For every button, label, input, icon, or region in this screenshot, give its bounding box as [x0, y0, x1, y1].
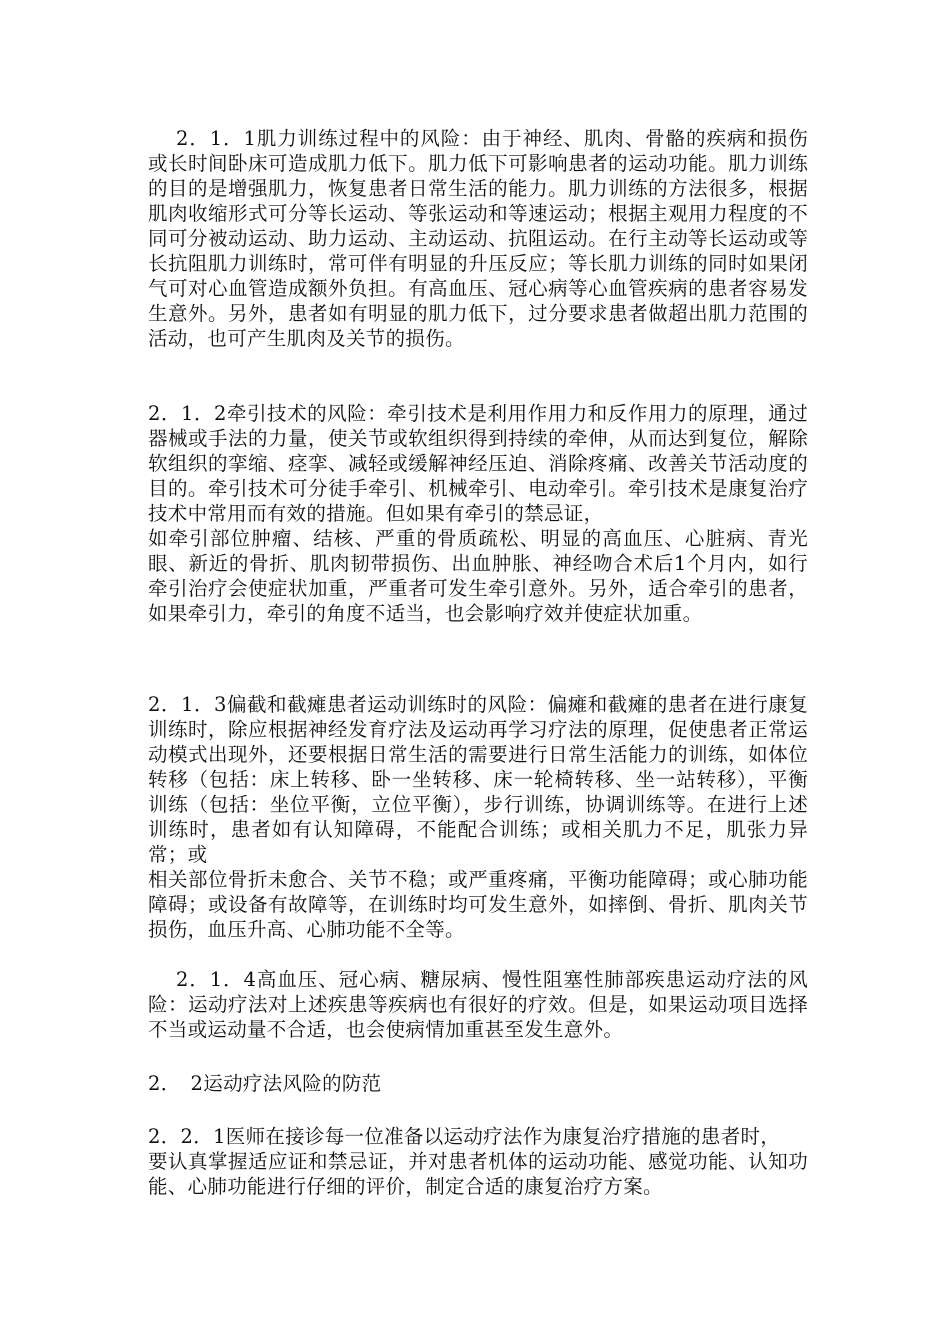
- paragraph-text: 2．1．3偏截和截瘫患者运动训练时的风险：偏瘫和截瘫的患者在进行康复训练时，除应根据神经发育疗法及运动再学习疗法的原理，促使患者正常运动模式出现外，还要根据日常生活的需要进行日常生活能力的训练，如体位转移（包括：床上转移、卧一坐转移、床一轮椅转移、坐一站转移），平衡训练（包括：坐位平衡，立位平衡），步行训练，协调训练等。在进行上述训练时，患者如有认知障碍，不能配合训练；或相关肌力不足，肌张力异常；或: [148, 693, 808, 866]
- paragraph-traction-risk: [148, 401, 808, 626]
- paragraph-paralysis-training-risk: [148, 692, 808, 942]
- paragraph-text-continued: 如牵引部位肿瘤、结核、严重的骨质疏松、明显的高血压、心脏病、青光眼、新近的骨折、肌肉韧带损伤、出血肿胀、神经吻合术后1个月内，如行牵引治疗会使症状加重，严重者可发生牵引意外。另外，适合牵引的患者，如果牵引力，牵引的角度不适当，也会影响疗效并使症状加重。: [148, 527, 808, 625]
- heading-text: 2． 2运动疗法风险的防范: [148, 1072, 382, 1095]
- paragraph-physician-assessment: [148, 1124, 808, 1199]
- paragraph-text: 2．1．4高血压、冠心病、糖尿病、慢性阻塞性肺部疾患运动疗法的风险：运动疗法对上述疾患等疾病也有很好的疗效。但是，如果运动项目选择不当或运动量不合适，也会使病情加重甚至发生意外。: [148, 968, 808, 1041]
- paragraph-chronic-disease-risk: [148, 967, 808, 1042]
- paragraph-muscle-training-risk: [148, 126, 808, 351]
- section-heading-risk-prevention: [148, 1071, 808, 1096]
- paragraph-text-continued: 相关部位骨折未愈合、关节不稳；或严重疼痛，平衡功能障碍；或心肺功能障碍；或设备有故障等，在训练时均可发生意外，如摔倒、骨折、肌肉关节损伤，血压升高、心肺功能不全等。: [148, 868, 808, 941]
- paragraph-text: 2．1．2牵引技术的风险：牵引技术是利用作用力和反作用力的原理，通过器械或手法的力量，使关节或软组织得到持续的牵伸，从而达到复位，解除软组织的挛缩、痉挛、减轻或缓解神经压迫、消除疼痛、改善关节活动度的目的。牵引技术可分徒手牵引、机械牵引、电动牵引。牵引技术是康复治疗技术中常用而有效的措施。但如果有牵引的禁忌证，: [148, 402, 808, 525]
- paragraph-text: 2．2．1医师在接诊每一位准备以运动疗法作为康复治疗措施的患者时，: [148, 1125, 781, 1148]
- paragraph-text-continued: 要认真掌握适应证和禁忌证，并对患者机体的运动功能、感觉功能、认知功能、心肺功能进行仔细的评价，制定合适的康复治疗方案。: [148, 1150, 808, 1198]
- paragraph-text: 2．1．1肌力训练过程中的风险：由于神经、肌肉、骨骼的疾病和损伤或长时间卧床可造成肌力低下。肌力低下可影响患者的运动功能。肌力训练的目的是增强肌力，恢复患者日常生活的能力。肌力训练的方法很多，根据肌肉收缩形式可分等长运动、等张运动和等速运动；根据主观用力程度的不同可分被动运动、助力运动、主动运动、抗阻运动。在行主动等长运动或等长抗阻肌力训练时，常可伴有明显的升压反应；等长肌力训练的同时如果闭气可对心血管造成额外负担。有高血压、冠心病等心血管疾病的患者容易发生意外。另外，患者如有明显的肌力低下，过分要求患者做超出肌力范围的活动，也可产生肌肉及关节的损伤。: [148, 127, 808, 350]
